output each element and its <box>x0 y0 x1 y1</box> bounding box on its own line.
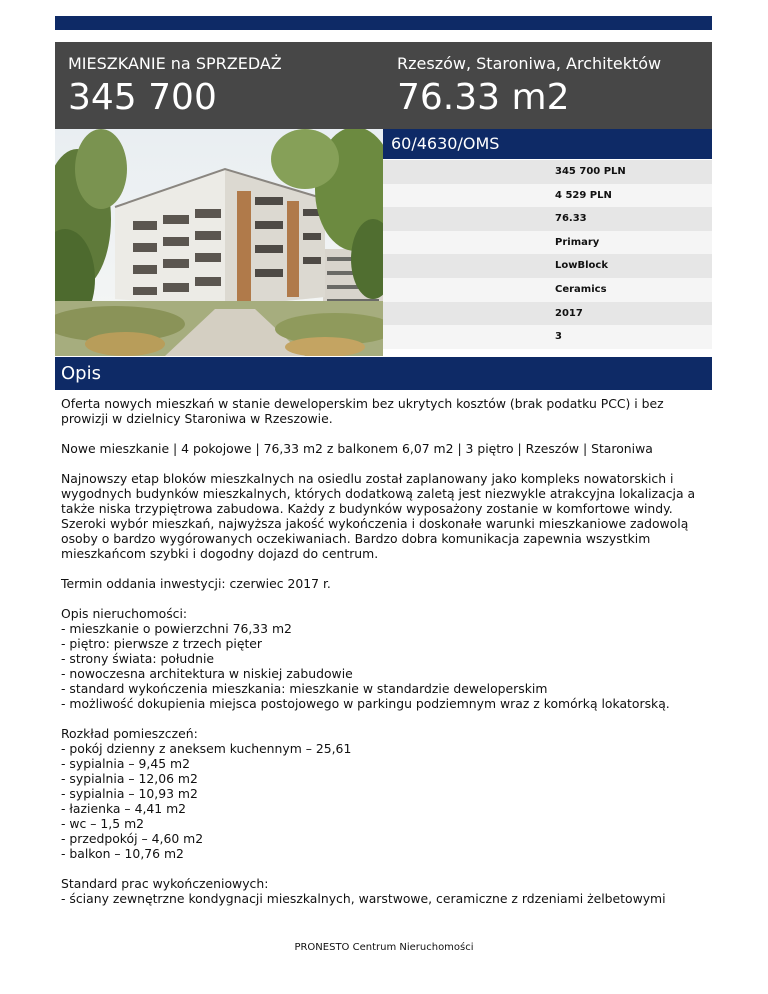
paragraph: Nowe mieszkanie | 4 pokojowe | 76,33 m2 z balkonem 6,07 m2 | 3 piętro | Rzeszów | Staroniwa <box>61 441 653 456</box>
offer-code: 60/4630/OMS <box>383 129 712 159</box>
detail-market: Primary <box>383 231 712 255</box>
paragraph: Najnowszy etap bloków mieszkalnych na osiedlu został zaplanowany jako kompleks nowatorskich i wygodnych budynków mieszkalnych, których dodatkową zaletą jest niezwykle atrakcyjna lokalizacja a także niska trzypiętrowa zabudowa. Każdy z budynków wyposażony zostanie w komfortowe windy. Szeroki wybór mieszkań, najwyższa jakość wykończenia i doskonałe warunki mieszkaniowe zadowolą osoby o bardzo wygórowanych oczekiwaniach. Bardzo dobra komunikacja zapewnia wszystkim mieszkańcom szybki i dogodny dojazd do centrum. <box>61 471 696 561</box>
detail-building-type: LowBlock <box>383 254 712 278</box>
paragraph: Termin oddania inwestycji: czerwiec 2017 r. <box>61 576 331 591</box>
detail-material: Ceramics <box>383 278 712 302</box>
top-accent-bar <box>55 16 712 30</box>
paragraph: Opis nieruchomości: - mieszkanie o powierzchni 76,33 m2 - piętro: pierwsze z trzech pięter - strony świata: południe - nowoczesna architektura w niskiej zabudowie - standard wykończenia mieszkania: mieszkanie w standardzie deweloperskim - możliwość dokupienia miejsca postojowego w parkingu podziemnym wraz z komórką lokatorską. <box>61 606 670 711</box>
details-table <box>383 160 712 349</box>
detail-floor: 3 <box>383 325 712 349</box>
detail-price-per-m2: 4 529 PLN <box>383 184 712 208</box>
price-block <box>68 54 282 118</box>
footer: PRONESTO Centrum Nieruchomości <box>294 942 474 953</box>
detail-year: 2017 <box>383 302 712 326</box>
listing-header <box>55 42 712 129</box>
building-illustration <box>55 129 383 356</box>
location: Rzeszów, Staroniwa, Architektów <box>397 54 662 73</box>
paragraph: Oferta nowych mieszkań w stanie deweloperskim bez ukrytych kosztów (brak podatku PCC) i bez prowizji w dzielnicy Staroniwa w Rzeszowie. <box>61 396 664 426</box>
listing-type: MIESZKANIE na SPRZEDAŻ <box>68 54 282 73</box>
detail-area: 76.33 <box>383 207 712 231</box>
property-photo <box>55 129 383 356</box>
price: 345 700 <box>68 77 217 118</box>
section-title: Opis <box>55 357 712 390</box>
paragraph: Standard prac wykończeniowych: - ściany zewnętrzne kondygnacji mieszkalnych, warstwowe, ceramiczne z rdzeniami żelbetowymi <box>61 876 666 906</box>
paragraph: Rozkład pomieszczeń: - pokój dzienny z aneksem kuchennym – 25,61 - sypialnia – 9,45 m2 - sypialnia – 12,06 m2 - sypialnia – 10,93 m2 - łazienka – 4,41 m2 - wc – 1,5 m2 - przedpokój – 4,60 m2 - balkon – 10,76 m2 <box>61 726 352 861</box>
description <box>61 396 709 921</box>
location-block <box>397 54 661 118</box>
detail-price: 345 700 PLN <box>383 160 712 184</box>
area: 76.33 m2 <box>397 77 570 118</box>
